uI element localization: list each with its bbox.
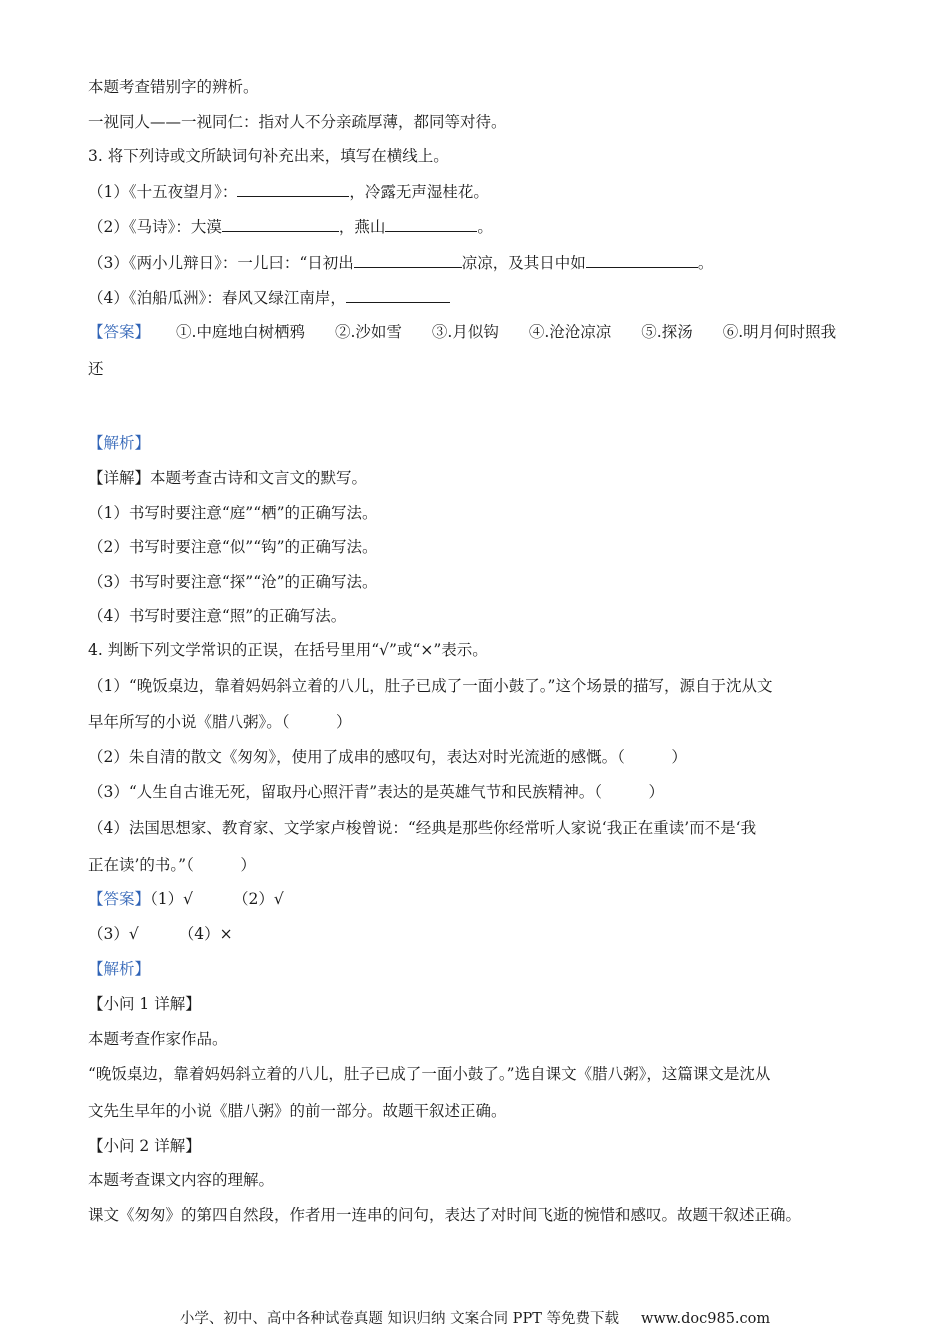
q4-answer-row-2 — [88, 924, 233, 944]
q3-item-1-text: （1）《十五夜望月》： — [88, 183, 238, 201]
q3-item-2-text: （2）《马诗》：大漠 — [88, 218, 222, 236]
q3-item-3-tail: 。 — [697, 254, 714, 272]
q3-item-3-mid: 凉凉，及其日中如 — [461, 254, 586, 272]
intro-line-2: 一视同人——一视同仁：指对人不分亲疏厚薄，都同等对待。 — [88, 113, 507, 131]
answer-blank[interactable] — [222, 216, 339, 232]
q3-item-3-text: （3）《两小儿辩日》：一儿曰：“日初出 — [88, 254, 354, 272]
q4-answer-row-1 — [88, 889, 284, 909]
answer-label: 【答案】 — [88, 890, 151, 908]
q3-item-4-text: （4）《泊船瓜洲》：春风又绿江南岸， — [88, 289, 346, 307]
q4-item-1-line-1: （1）“晚饭桌边，靠着妈妈斜立着的八儿，肚子已成了一面小鼓了。”这个场景的描写，源自于沈从文 — [88, 677, 773, 695]
q3-answer-row — [88, 322, 836, 342]
q3-item-1-tail: ，冷露无声湿桂花。 — [349, 183, 489, 201]
answer-item: （1）√ — [150, 890, 194, 908]
answer-blank[interactable] — [346, 287, 450, 303]
q4-sub1-line-1: 本题考查作家作品。 — [88, 1030, 228, 1048]
q3-item-3 — [88, 252, 713, 273]
answer-item: ①.中庭地白树栖鸦 — [176, 323, 305, 341]
q3-item-1 — [88, 181, 489, 202]
q3-analysis-label: 【解析】 — [88, 434, 151, 452]
q3-note-3: （3）书写时要注意“探”“沧”的正确写法。 — [88, 573, 378, 591]
q4-item-2: （2）朱自清的散文《匆匆》，使用了成串的感叹句，表达对时光流逝的感慨。（ ） — [88, 748, 687, 766]
page-footer — [0, 1307, 950, 1328]
q3-answer-wrap: 还 — [88, 360, 104, 378]
answer-item: ④.沧沧凉凉 — [528, 323, 612, 341]
q4-analysis-label: 【解析】 — [88, 960, 151, 978]
intro-line-1: 本题考查错别字的辨析。 — [88, 78, 259, 96]
answer-item: ⑥.明月何时照我 — [722, 323, 837, 341]
q3-note-1: （1）书写时要注意“庭”“栖”的正确写法。 — [88, 504, 378, 522]
answer-item: （4）× — [178, 925, 233, 943]
q4-sub1-line-2: “晚饭桌边，靠着妈妈斜立着的八儿，肚子已成了一面小鼓了。”选自课文《腊八粥》，这篇课文是沈从 — [88, 1065, 771, 1083]
answer-blank[interactable] — [237, 181, 349, 197]
answer-item: ②.沙如雪 — [334, 323, 402, 341]
q4-stem: 4. 判断下列文学常识的正误，在括号里用“√”或“×”表示。 — [88, 641, 488, 659]
answer-blank[interactable] — [385, 216, 477, 232]
q4-item-3: （3）“人生自古谁无死，留取丹心照汗青”表达的是英雄气节和民族精神。（ ） — [88, 783, 664, 801]
q4-sub2-line-1: 本题考查课文内容的理解。 — [88, 1171, 275, 1189]
q4-item-1-line-2: 早年所写的小说《腊八粥》。（ ） — [88, 713, 352, 731]
q4-item-4-line-2: 正在读’的书。”（ ） — [88, 856, 256, 874]
q3-stem: 3. 将下列诗或文所缺词句补充出来，填写在横线上。 — [88, 147, 449, 165]
q4-sub1-line-3: 文先生早年的小说《腊八粥》的前一部分。故题干叙述正确。 — [88, 1102, 507, 1120]
q4-item-4-line-1: （4）法国思想家、教育家、文学家卢梭曾说：“经典是那些你经常听人家说‘我正在重读’而不是‘我 — [88, 819, 757, 837]
answer-label: 【答案】 — [88, 323, 151, 341]
answer-item: （3）√ — [88, 925, 139, 943]
q3-item-2-mid: ，燕山 — [338, 218, 386, 236]
q4-sub2-title: 【小问 2 详解】 — [88, 1137, 201, 1155]
q4-sub2-line-2: 课文《匆匆》的第四自然段，作者用一连串的问句，表达了对时间飞逝的惋惜和感叹。故题干叙述正确。 — [88, 1206, 802, 1224]
q3-item-2-tail: 。 — [477, 218, 493, 236]
answer-item: ⑤.探汤 — [641, 323, 693, 341]
q3-item-4 — [88, 287, 450, 308]
answer-item: ③.月似钩 — [431, 323, 499, 341]
footer-text: 小学、初中、高中各种试卷真题 知识归纳 文案合同 PPT 等免费下载 — [179, 1311, 619, 1327]
q4-sub1-title: 【小问 1 详解】 — [88, 995, 201, 1013]
q3-detail: 【详解】本题考查古诗和文言文的默写。 — [88, 469, 368, 487]
q3-note-2: （2）书写时要注意“似”“钩”的正确写法。 — [88, 538, 378, 556]
q3-item-2 — [88, 216, 493, 237]
answer-blank[interactable] — [354, 252, 462, 268]
answer-blank[interactable] — [586, 252, 698, 268]
answer-item: （2）√ — [233, 890, 284, 908]
q3-note-4: （4）书写时要注意“照”的正确写法。 — [88, 607, 347, 625]
footer-url[interactable]: www.doc985.com — [640, 1311, 771, 1327]
